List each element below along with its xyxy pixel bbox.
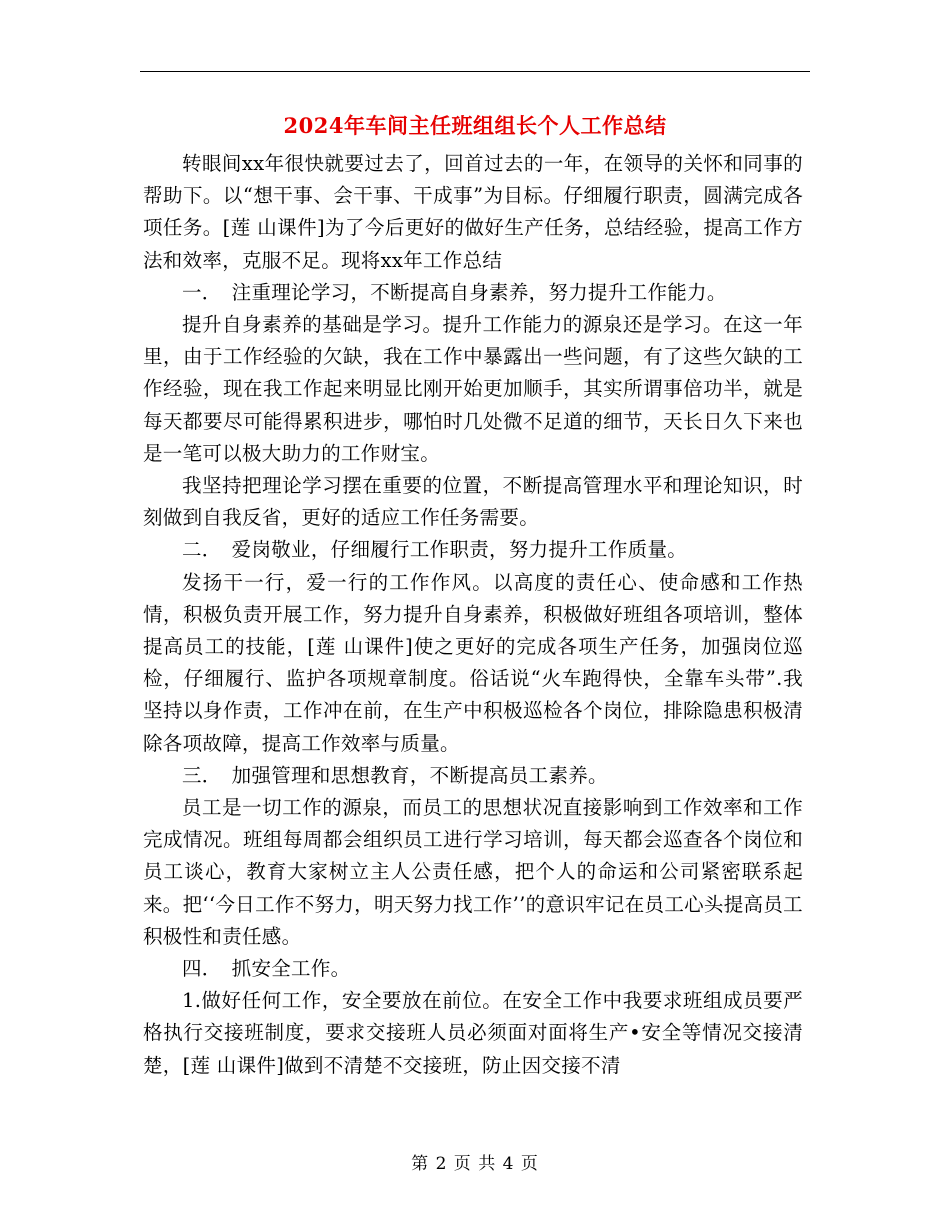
section-heading-3: 三． 加强管理和思想教育，不断提高员工素养。 — [182, 763, 608, 787]
paragraph: 我坚持把理论学习摆在重要的位置，不断提高管理水平和理论知识，时刻做到自我反省，更好的适应工作任务需要。 — [143, 474, 803, 530]
section-heading-4: 四． 抓安全工作。 — [182, 957, 351, 981]
section-heading-1: 一． 注重理论学习，不断提高自身素养，努力提升工作能力。 — [182, 280, 727, 304]
document-title: 2024年车间主任班组组长个人工作总结 — [283, 113, 667, 138]
paragraph: 1.做好任何工作，安全要放在前位。在安全工作中我要求班组成员要严格执行交接班制度，要求交接班人员必须面对面将生产•安全等情况交接清楚，[莲 山课件]做到不清楚不交接班，防止因交接不清 — [143, 989, 803, 1077]
paragraph: 发扬干一行，爱一行的工作作风。以高度的责任心、使命感和工作热情，积极负责开展工作，努力提升自身素养，积极做好班组各项培训，整体提高员工的技能，[莲 山课件]使之更好的完成各项生产任务，加强岗位巡检，仔细履行、监护各项规章制度。俗话说“火车跑得快，全靠车头带”.我坚持以身作责，工作冲在前，在生产中积极巡检各个岗位，排除隐患积极清除各项故障，提高工作效率与质量。 — [143, 570, 803, 755]
paragraph: 提升自身素养的基础是学习。提升工作能力的源泉还是学习。在这一年里，由于工作经验的欠缺，我在工作中暴露出一些问题，有了这些欠缺的工作经验，现在我工作起来明显比刚开始更加顺手，其实所谓事倍功半，就是每天都要尽可能得累积进步，哪怕时几处微不足道的细节，天长日久下来也是一笔可以极大助力的工作财宝。 — [143, 313, 803, 465]
document-body — [143, 148, 803, 1082]
header-rule — [140, 71, 810, 72]
paragraph-intro: 转眼间xx年很快就要过去了，回首过去的一年，在领导的关怀和同事的帮助下。以“想干事、会干事、干成事”为目标。仔细履行职责，圆满完成各项任务。[莲 山课件]为了今后更好的做好生产任务，总结经验，提高工作方法和效率，克服不足。现将xx年工作总结 — [143, 152, 803, 272]
section-heading-2: 二． 爱岗敬业，仔细履行工作职责，努力提升工作质量。 — [182, 538, 688, 562]
page-footer: 第 2 页 共 4 页 — [411, 1154, 539, 1174]
paragraph: 员工是一切工作的源泉，而员工的思想状况直接影响到工作效率和工作完成情况。班组每周都会组织员工进行学习培训，每天都会巡查各个岗位和员工谈心，教育大家树立主人公责任感，把个人的命运和公司紧密联系起来。把‘‘今日工作不努力，明天努力找工作’’的意识牢记在员工心头提高员工积极性和责任感。 — [143, 796, 803, 948]
